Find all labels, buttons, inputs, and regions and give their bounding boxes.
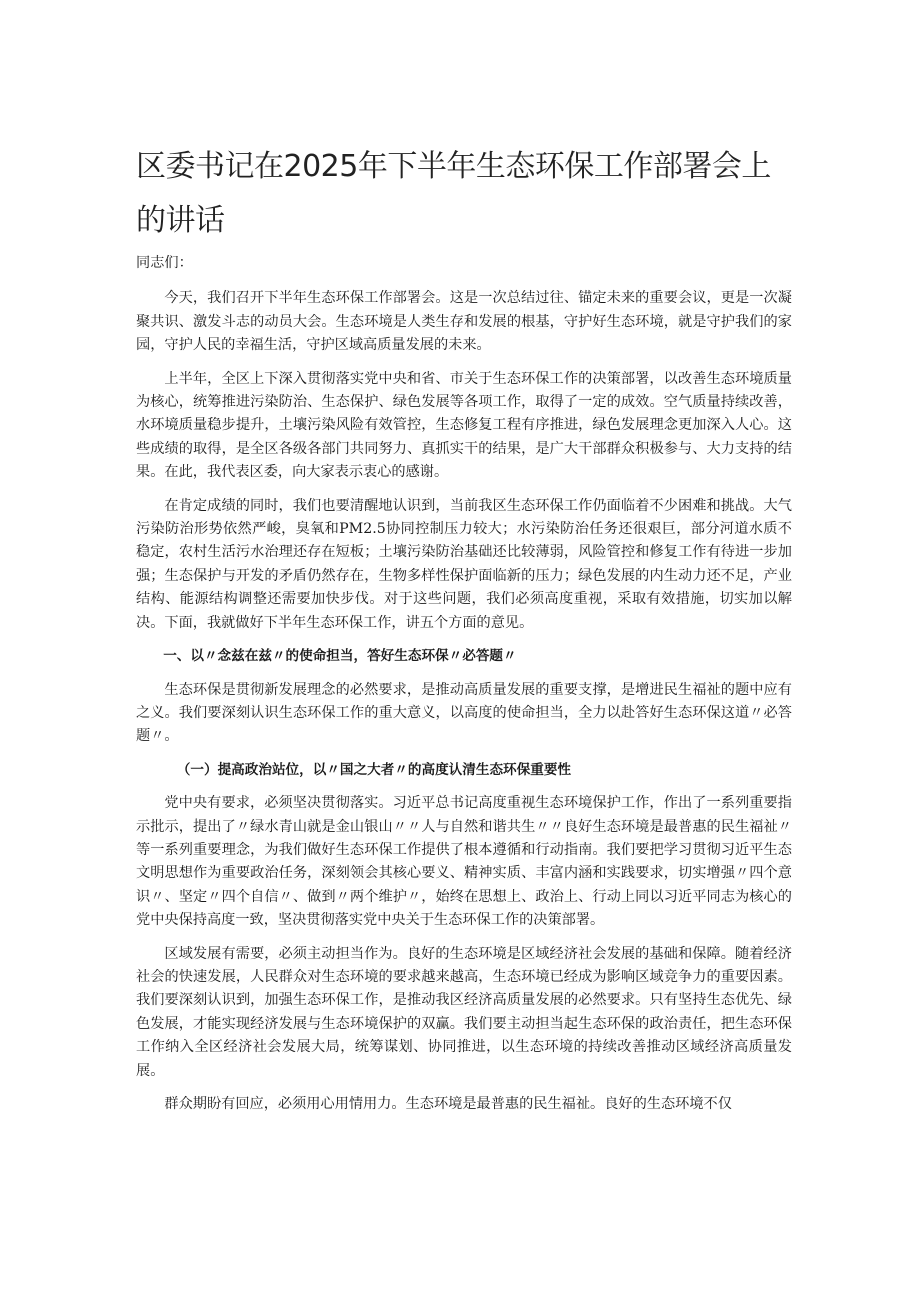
document-title: 区委书记在2025年下半年生态环保工作部署会上的讲话 <box>136 149 771 238</box>
paragraph-challenges: 在肯定成绩的同时，我们也要清醒地认识到，当前我区生态环保工作仍面临着不少困难和挑战。大气污染防治形势依然严峻，臭氧和PM2.5协同控制压力较大；水污染防治任务还很艰巨，部分河道水质不稳定，农村生活污水治理还存在短板；土壤污染防治基础还比较薄弱，风险管控和修复工作有待进一步加强；生态保护与开发的矛盾仍然存在，生物多样性保护面临新的压力；绿色发展的内生动力还不足，产业结构、能源结构调整还需要加快步伐。对于这些问题，我们必须高度重视，采取有效措施，切实加以解决。下面，我就做好下半年生态环保工作，讲五个方面的意见。 <box>136 497 792 631</box>
subsection-heading-1: （一）提高政治站位，以〃国之大者〃的高度认清生态环保重要性 <box>176 761 572 778</box>
paragraph-section-1-intro: 生态环保是贯彻新发展理念的必然要求，是推动高质量发展的重要支撑，是增进民生福祉的题中应有之义。我们要深刻认识生态环保工作的重大意义，以高度的使命担当，全力以赴答好生态环保这道〃必答题〃。 <box>136 681 792 745</box>
paragraph-achievements: 上半年，全区上下深入贯彻落实党中央和省、市关于生态环保工作的决策部署，以改善生态环境质量为核心，统筹推进污染防治、生态保护、绿色发展等各项工作，取得了一定的成效。空气质量持续改善，水环境质量稳步提升，土壤污染风险有效管控，生态修复工程有序推进，绿色发展理念更加深入人心。这些成绩的取得，是全区各级各部门共同努力、真抓实干的结果，是广大干部群众积极参与、大力支持的结果。在此，我代表区委，向大家表示衷心的感谢。 <box>136 370 792 481</box>
document-body <box>136 252 792 1126</box>
paragraph-public-expectations: 群众期盼有回应，必须用心用情用力。生态环境是最普惠的民生福祉。良好的生态环境不仅 <box>164 1096 732 1112</box>
paragraph-regional-development: 区域发展有需要，必须主动担当作为。良好的生态环境是区域经济社会发展的基础和保障。随着经济社会的快速发展，人民群众对生态环境的要求越来越高，生态环境已经成为影响区域竞争力的重要因素。我们要深刻认识到，加强生态环保工作，是推动我区经济高质量发展的必然要求。只有坚持生态优先、绿色发展，才能实现经济发展与生态环境保护的双赢。我们要主动担当起生态环保的政治责任，把生态环保工作纳入全区经济社会发展大局，统筹谋划、协同推进，以生态环境的持续改善推动区域经济高质量发展。 <box>136 945 792 1079</box>
paragraph-opening: 今天，我们召开下半年生态环保工作部署会。这是一次总结过往、锚定未来的重要会议，更是一次凝聚共识、激发斗志的动员大会。生态环境是人类生存和发展的根基，守护好生态环境，就是守护我们的家园，守护人民的幸福生活，守护区域高质量发展的未来。 <box>136 290 792 354</box>
salutation: 同志们： <box>136 255 193 271</box>
section-heading-1: 一、以〃念兹在兹〃的使命担当，答好生态环保〃必答题〃 <box>163 648 517 665</box>
paragraph-central-requirements: 党中央有要求，必须坚决贯彻落实。习近平总书记高度重视生态环境保护工作，作出了一系列重要指示批示，提出了〃绿水青山就是金山银山〃〃人与自然和谐共生〃〃良好生态环境是最普惠的民生福祉〃等一系列重要理念，为我们做好生态环保工作提供了根本遵循和行动指南。我们要把学习贯彻习近平生态文明思想作为重要政治任务，深刻领会其核心要义、精神实质、丰富内涵和实践要求，切实增强〃四个意识〃、坚定〃四个自信〃、做到〃两个维护〃，始终在思想上、政治上、行动上同以习近平同志为核心的党中央保持高度一致，坚决贯彻落实党中央关于生态环保工作的决策部署。 <box>136 795 792 929</box>
